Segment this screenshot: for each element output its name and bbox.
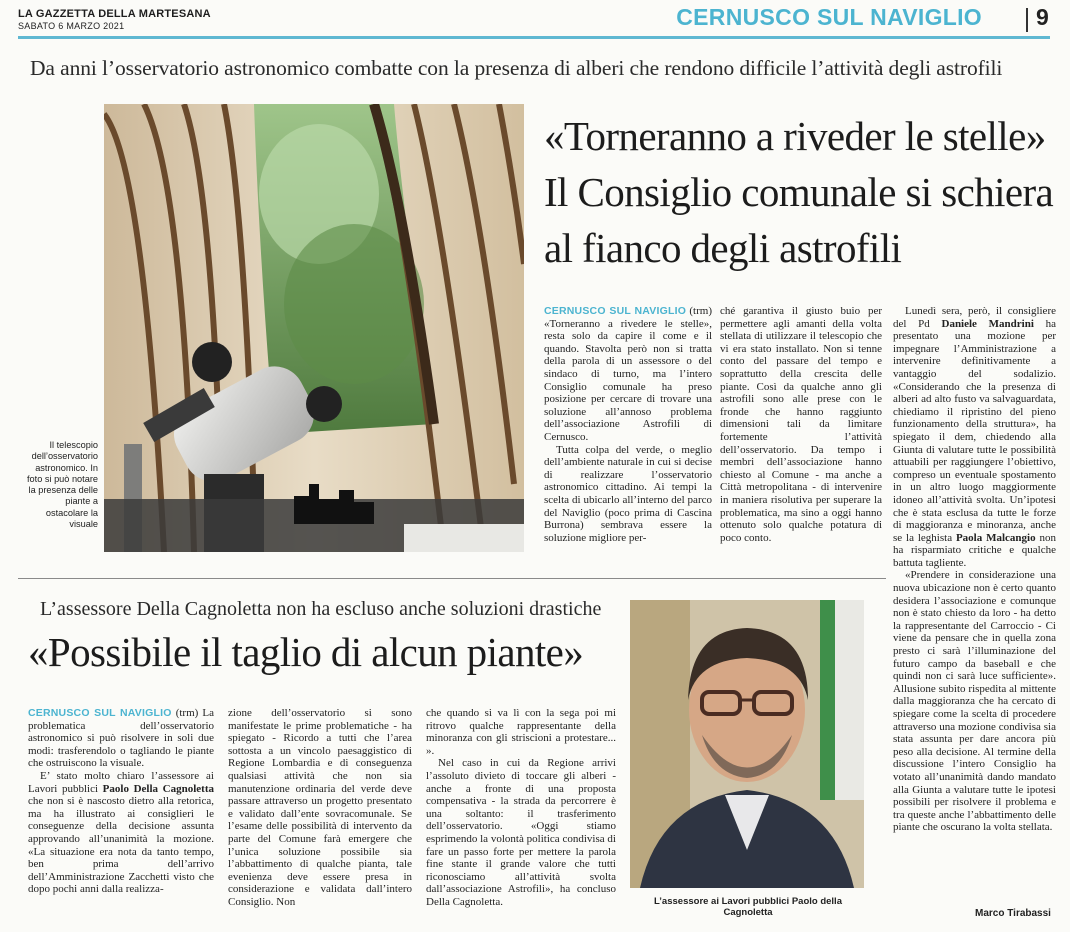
headline-line: al fianco degli astrofili: [544, 225, 902, 271]
issue-date: SABATO 6 MARZO 2021: [18, 21, 125, 31]
article1-kicker: Da anni l’osservatorio astronomico combatte con la presenza di alberi che rendono difficile l’attività degli astrofili: [30, 56, 1003, 80]
photo1-caption: Il telescopio dell’osservatorio astronomico. In foto si può notare la presenza delle piante a ostacolare la visuale: [27, 440, 98, 530]
article1-column-1: [544, 305, 712, 544]
person-name: Daniele Mandrini: [941, 317, 1034, 330]
dateline: CERNUSCO SUL NAVIGLIO: [544, 305, 687, 317]
newspaper-name: LA GAZZETTA DELLA MARTESANA: [18, 8, 211, 20]
text-run: ha presentato una mozione per impegnare l’Amministrazione a intervenire definitivamente a vantaggio del sodalizio. «Considerando che la presenza di alberi ad alto fusto va salvaguardata, chiediamo il ripristino del pieno funzionamento della struttura», ha spiegato il dem, chiedendo alla Giunta di valutare tutte le possibilità attuabili per raggiungere l’obiettivo, compreso un eventuale spostamento in un altro luogo maggiormente idoneo all’attività svolta. Un’ipotesi che è stata esclusa da tutte le forze di maggioranza e minoranza, anche se la leghista: [893, 317, 1056, 544]
paragraph: Nel caso in cui da Regione arrivi l’assoluto divieto di toccare gli alberi - anche a fronte di una proposta compensativa - la strada da percorrere è una soltanto: il trasferimento dell’osservatorio. «Oggi stiamo esprimendo la volontà politica condivisa di fare un passo forte per mettere la parola fine stante il grande valore che tutti riconosciamo all’attività svolta dall’associazione Astrofili», ha concluso Della Cagnoletta.: [426, 757, 616, 908]
article2-column-2: [228, 707, 412, 909]
article2-column-1: [28, 707, 214, 896]
article1-headline: [544, 108, 1054, 276]
article1-column-3: [893, 305, 1056, 834]
headline-line: «Torneranno a riveder le stelle»: [544, 113, 1046, 159]
header-divider: [1026, 8, 1028, 32]
page-number: 9: [1036, 4, 1049, 30]
section-title: CERNUSCO SUL NAVIGLIO: [676, 4, 982, 30]
article1-column-2: [720, 305, 882, 544]
assessore-portrait-photo: [630, 600, 864, 888]
article2-kicker: L’assessore Della Cagnoletta non ha escluso anche soluzioni drastiche: [40, 598, 602, 620]
text-run: non ha risparmiato critiche e qualche battuta tagliente.: [893, 531, 1056, 569]
person-name: Paolo Della Cagnoletta: [102, 782, 215, 795]
photo2-caption: L’assessore ai Lavori pubblici Paolo della Cagnoletta: [654, 896, 842, 918]
article2-headline: «Possibile il taglio di alcun piante»: [28, 629, 584, 675]
byline: (trm): [171, 707, 199, 719]
text-run: E’ stato molto chiaro l’assessore ai Lavori pubblici: [28, 769, 214, 795]
person-name: Paola Malcangio: [955, 531, 1036, 544]
paragraph: che quando si va lì con la sega poi mi ritrovo qualche rappresentante della minoranza con gli striscioni a protestare... ».: [426, 707, 616, 757]
article-separator: [18, 578, 886, 579]
paragraph: Tutta colpa del verde, o meglio dell’ambiente naturale in cui si decise di realizzare l’osservatorio astronomico cittadino. Ai tempi la scelta di ubicarlo all’interno del parco del Naviglio (poco prima di Cascina Burrona) sembrava essere la soluzione migliore per-: [544, 443, 712, 544]
header-rule: [18, 36, 1050, 39]
paragraph: «Torneranno a rivedere le stelle», resta solo da capire il come e il quando. Stavolta però non si tratta della parola di un assessore o del sindaco di turno, ma l’intero Consiglio comunale ha preso posizione per cercare di trovare una soluzione all’annoso problema dell’associazione Astrofili di Cernusco.: [544, 317, 712, 443]
headline-line: Il Consiglio comunale si schiera: [544, 169, 1054, 215]
dateline: CERNUSCO SUL NAVIGLIO: [28, 707, 172, 719]
paragraph: ché garantiva il giusto buio per permettere agli amanti della volta stellata di utilizzare il telescopio che vi era stato installato. Non si tenne conto del passare del tempo e soprattutto della crescita delle piante. Così da qualche anno gli astrofili sono alle prese con le fronde che hanno raggiunto dimensioni tali da limitare fortemente l’attività dell’osservatorio. Da tempo i membri dell’associazione hanno chiesto al Comune - ma anche a Città metropolitana - di intervenire in maniera risolutiva per superare la problematica, ma sino a oggi hanno ottenuto solo qualche potatura di poco conto.: [720, 305, 882, 544]
byline: (trm): [686, 305, 712, 317]
paragraph: «Prendere in considerazione una nuova ubicazione non è certo quanto desidera l’associazione e comunque non è stato chiesto da loro - ha detto la rappresentante del Carroccio - Ci viene da pensare che in quella zona presto ci sarà l’illuminazione del futuro campo da baseball e che quindi non ci sarà luce sufficiente». Allusione subito rispedita al mittente dalla maggioranza che ha cercato di spiegare come la scelta di procedere attraverso una mozione condivisa sia stata assunta per dare ancora più peso alla decisione. Al termine della discussione l’intero Consiglio ha votato all’unanimità dando mandato alla Giunta a valutare tutte le ipotesi possibili per risolvere il problema e tra queste anche l’abbattimento delle piante che oscurano la volta stellata.: [893, 569, 1056, 834]
paragraph: La problematica dell’osservatorio astronomico si può risolvere in soli due modi: trasferendolo o tagliando le piante che ostruiscono la visuale.: [28, 707, 214, 770]
author-signature: Marco Tirabassi: [975, 908, 1051, 919]
paragraph: zione dell’osservatorio si sono manifestate le prime problematiche - ha spiegato - Ricordo a tutti che l’area sottosta a un vincolo paesaggistico di Regione Lombardia e di conseguenza qualsiasi attività che non sia manutenzione ordinaria del verde deve passare attraverso un progetto presentato e validato dall’ente sovracomunale. Se l’esame delle possibilità di intervento da parte del Comune farà emergere che l’unica soluzione possibile sia l’abbattimento di qualche pianta, tale evenienza deve essere presa in considerazione e validata dall’intero Consiglio. Non: [228, 707, 412, 908]
article2-column-3: [426, 707, 616, 909]
text-run: che non si è nascosto dietro alla retorica, ma ha illustrato ai consiglieri le conseguenze della decisione assunta approvando all’unanimità la mozione. «La situazione era nota da tanto tempo, ben prima dell’arrivo dell’Amministrazione Zacchetti visto che dopo pochi anni dalla realizza-: [28, 795, 214, 896]
telescope-photo: [104, 104, 524, 552]
text-run: Lunedì sera, però, il consigliere del Pd: [893, 305, 1056, 330]
